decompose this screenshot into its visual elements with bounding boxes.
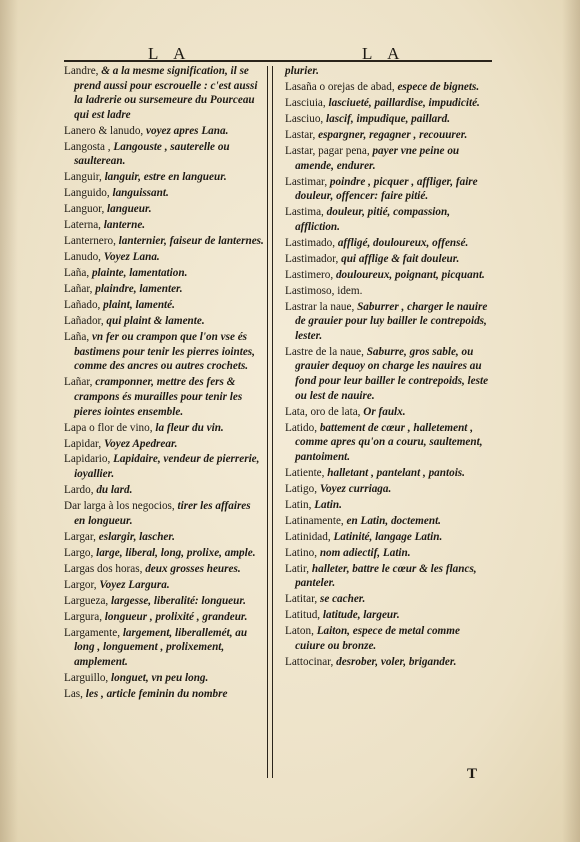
column-divider — [267, 66, 273, 778]
entry-headword: Latiente, — [285, 466, 325, 479]
entry-headword: Latinamente, — [285, 514, 344, 527]
dictionary-entry — [285, 252, 491, 267]
dictionary-entry — [64, 483, 264, 498]
entry-headword: Lasciuia, — [285, 96, 326, 109]
dictionary-entry — [285, 144, 491, 173]
running-head-left: L A — [148, 44, 192, 63]
entry-headword: Langosta , — [64, 140, 111, 153]
entry-definition: Laiton, espece de metal comme cuiure ou bronze. — [295, 625, 460, 652]
entry-headword: Laña, — [64, 331, 90, 344]
dictionary-entry — [285, 482, 491, 497]
entry-headword: Las, — [64, 687, 83, 700]
entry-definition: languissant. — [109, 187, 169, 200]
entry-headword: Lanero & lanudo, — [64, 124, 144, 137]
dictionary-entry — [64, 499, 264, 528]
entry-definition: largement, liberallemét, au long , longuement , prolixement, amplement. — [74, 626, 248, 668]
entry-headword: Lastimador, — [285, 252, 339, 265]
entry-headword: Lanudo, — [64, 251, 101, 264]
dictionary-entry — [64, 546, 264, 561]
entry-definition: la fleur du vin. — [152, 421, 224, 434]
dictionary-entry — [285, 284, 491, 299]
entry-definition: douleur, pitié, compassion, affliction. — [295, 206, 451, 233]
entry-definition: Saburrer , charger le nauire de grauier pour luy bailler le contrepoids, lester. — [295, 300, 488, 342]
entry-headword: Lasciuo, — [285, 112, 324, 125]
entry-definition: langueur. — [104, 203, 152, 216]
entry-headword: Dar larga à los negocios, — [64, 500, 175, 513]
entry-definition: plurier. — [285, 65, 319, 77]
entry-headword: Largueza, — [64, 594, 109, 607]
entry-definition: qui plaint & lamente. — [103, 315, 205, 328]
entry-headword: Lañar, — [64, 283, 93, 296]
entry-definition: Voyez Largura. — [96, 578, 170, 591]
dictionary-entry — [285, 236, 491, 251]
dictionary-entry — [285, 514, 491, 529]
entry-definition: latitude, largeur. — [320, 609, 400, 622]
dictionary-entry — [285, 624, 491, 653]
dictionary-entry — [64, 140, 264, 169]
entry-headword: Languir, — [64, 171, 102, 184]
entry-headword: Largar, — [64, 530, 96, 543]
entry-headword: Lapa o flor de vino, — [64, 421, 153, 434]
entry-definition: longueur , prolixité , grandeur. — [102, 610, 248, 623]
entry-definition: Latinité, langage Latin. — [330, 530, 443, 543]
entry-headword: Laña, — [64, 267, 90, 280]
entry-headword: Latir, — [285, 562, 310, 575]
right-column — [285, 64, 491, 669]
entry-definition: deux grosses heures. — [142, 562, 241, 575]
dictionary-entry — [64, 124, 264, 139]
dictionary-entry — [64, 314, 264, 329]
dictionary-entry — [285, 64, 491, 79]
dictionary-entry — [64, 610, 264, 625]
entry-definition: lanternier, faiseur de lanternes. — [115, 235, 264, 248]
dictionary-entry — [64, 530, 264, 545]
entry-headword: Lañar, — [64, 376, 93, 389]
entry-definition: nom adiectif, Latin. — [317, 546, 411, 559]
entry-headword: Largo, — [64, 546, 94, 559]
entry-headword: Largas dos horas, — [64, 562, 143, 575]
entry-definition: halletant , pantelant , pantois. — [324, 466, 465, 479]
entry-definition: desrober, voler, brigander. — [333, 655, 457, 668]
entry-definition: douloureux, poignant, picquant. — [333, 268, 485, 281]
entry-definition: plainte, lamentation. — [89, 267, 188, 280]
entry-definition: plaint, lamenté. — [100, 299, 175, 312]
entry-headword: Larguillo, — [64, 671, 109, 684]
entry-headword: Lastimado, — [285, 236, 336, 249]
dictionary-entry — [64, 234, 264, 249]
dictionary-entry — [64, 282, 264, 297]
entry-definition: longuet, vn peu long. — [108, 671, 209, 684]
entry-headword: Latitar, — [285, 593, 318, 606]
entry-definition: espargner, regagner , recouurer. — [315, 128, 468, 141]
dictionary-entry — [64, 186, 264, 201]
entry-headword: Languido, — [64, 187, 110, 200]
entry-definition: Voyez Lana. — [100, 251, 160, 264]
dictionary-entry — [285, 205, 491, 234]
entry-definition: tirer les affaires en longueur. — [74, 500, 251, 527]
entry-definition: languir, estre en langueur. — [101, 171, 227, 184]
entry-headword: Latigo, — [285, 482, 318, 495]
entry-definition: affligé, douloureux, offensé. — [335, 236, 469, 249]
dictionary-entry — [64, 298, 264, 313]
running-head-right: L A — [362, 44, 406, 63]
dictionary-entry — [285, 608, 491, 623]
dictionary-entry — [285, 268, 491, 283]
entry-headword: Largor, — [64, 578, 97, 591]
dictionary-entry — [64, 671, 264, 686]
dictionary-entry — [64, 594, 264, 609]
entry-definition: en Latin, doctement. — [343, 514, 441, 527]
entry-definition: & a la mesme signification, il se prend aussi pour escrouelle : c'est aussi la ladrerie ou sursemeure du Pourceau qui est ladre — [74, 65, 258, 121]
left-column — [64, 64, 264, 701]
entry-definition: halleter, battre le cœur & les flancs, panteler. — [295, 562, 477, 590]
entry-headword: Lañado, — [64, 299, 101, 312]
entry-headword: Lanternero, — [64, 235, 116, 248]
dictionary-entry — [64, 578, 264, 593]
entry-headword: Lastar, — [285, 128, 316, 141]
header-rule — [64, 60, 492, 62]
dictionary-entry — [64, 687, 264, 702]
entry-definition: payer vne peine ou amende, endurer. — [295, 144, 460, 172]
entry-headword: Lastima, — [285, 206, 324, 219]
dictionary-entry — [285, 421, 491, 465]
entry-definition: lascif, impudique, paillard. — [323, 112, 451, 125]
entry-headword: Lastimar, — [285, 175, 328, 188]
entry-definition: plaindre, lamenter. — [92, 283, 183, 296]
dictionary-entry — [64, 421, 264, 436]
dictionary-entry — [285, 405, 491, 420]
entry-headword: Largura, — [64, 610, 102, 623]
dictionary-entry — [285, 466, 491, 481]
entry-headword: Lastimero, — [285, 268, 334, 281]
entry-headword: Latino, — [285, 546, 318, 559]
dictionary-entry — [64, 562, 264, 577]
dictionary-entry — [64, 202, 264, 217]
entry-headword: Lattocinar, — [285, 655, 334, 668]
entry-headword: Latitud, — [285, 609, 321, 622]
entry-definition: espece de bignets. — [394, 80, 480, 93]
entry-definition: les , article feminin du nombre — [82, 687, 228, 700]
entry-headword: Lastrar la naue, — [285, 300, 355, 313]
entry-headword: Lastimoso, idem. — [285, 284, 363, 297]
entry-headword: Lata, oro de lata, — [285, 405, 361, 418]
dictionary-entry — [285, 345, 491, 403]
dictionary-entry — [285, 498, 491, 513]
entry-definition: large, liberal, long, prolixe, ample. — [93, 546, 256, 559]
entry-definition: largesse, liberalité: longueur. — [108, 594, 246, 607]
entry-definition: Langouste , sauterelle ou saulterean. — [74, 140, 230, 168]
entry-definition: qui afflige & fait douleur. — [338, 252, 460, 265]
entry-definition: Latin. — [311, 498, 342, 511]
dictionary-entry — [64, 452, 264, 481]
entry-definition: poindre , picquer , affliger, faire douleur, offencer: faire pitié. — [295, 175, 478, 203]
entry-definition: Or faulx. — [360, 405, 406, 418]
dictionary-entry — [64, 64, 264, 122]
entry-headword: Lastre de la naue, — [285, 345, 364, 358]
entry-definition: lanterne. — [100, 219, 146, 232]
entry-definition: du lard. — [93, 484, 133, 497]
entry-headword: Lastar, pagar pena, — [285, 144, 370, 157]
dictionary-entry — [285, 112, 491, 127]
entry-definition: Voyez Apedrear. — [101, 437, 178, 450]
dictionary-entry — [285, 300, 491, 344]
entry-definition: battement de cœur , halletement , comme apres qu'on a couru, saultement, pantoiment. — [295, 421, 483, 463]
dictionary-entry — [285, 96, 491, 111]
entry-headword: Largamente, — [64, 626, 121, 639]
entry-definition: Voyez curriaga. — [317, 482, 392, 495]
entry-definition: cramponner, mettre des fers & crampons és murailles pour tenir les pieres iointes ensemble. — [74, 376, 243, 418]
entry-definition: Saburre, gros sable, ou grauier dequoy on charge les nauires au fond pour leur bailler le contrepoids, leste ou lest de nauire. — [295, 345, 489, 402]
entry-headword: Latinidad, — [285, 530, 331, 543]
entry-headword: Laterna, — [64, 219, 101, 232]
dictionary-entry — [285, 655, 491, 670]
dictionary-entry — [64, 437, 264, 452]
dictionary-entry — [64, 375, 264, 419]
entry-headword: Latin, — [285, 498, 312, 511]
entry-headword: Lardo, — [64, 484, 94, 497]
entry-headword: Lañador, — [64, 315, 104, 328]
dictionary-entry — [64, 626, 264, 670]
entry-definition: se cacher. — [317, 593, 366, 606]
entry-definition: eslargir, lascher. — [95, 530, 175, 543]
dictionary-entry — [285, 530, 491, 545]
page-edge-right — [562, 0, 580, 842]
entry-headword: Landre, — [64, 65, 99, 77]
dictionary-entry — [64, 266, 264, 281]
entry-definition: vn fer ou crampon que l'on vse és bastimens pour tenir les pierres iointes, comme des ancres ou autres crochets. — [74, 331, 255, 373]
dictionary-entry — [64, 250, 264, 265]
dictionary-entry — [285, 562, 491, 591]
page-edge-left — [0, 0, 18, 842]
catchword: T — [467, 766, 478, 782]
entry-definition: voyez apres Lana. — [143, 124, 229, 137]
dictionary-entry — [285, 546, 491, 561]
dictionary-entry — [64, 170, 264, 185]
entry-headword: Latido, — [285, 421, 318, 434]
entry-definition: Lapidaire, vendeur de pierrerie, ioyallier. — [74, 453, 260, 481]
entry-headword: Lapidar, — [64, 437, 102, 450]
dictionary-entry — [64, 330, 264, 374]
entry-headword: Laton, — [285, 625, 314, 638]
dictionary-entry — [285, 128, 491, 143]
dictionary-entry — [285, 80, 491, 95]
entry-headword: Lasaña o orejas de abad, — [285, 80, 395, 93]
dictionary-entry — [285, 592, 491, 607]
entry-definition: lasciueté, paillardise, impudicité. — [325, 96, 480, 109]
dictionary-entry — [285, 175, 491, 204]
dictionary-entry — [64, 218, 264, 233]
entry-headword: Languor, — [64, 203, 105, 216]
entry-headword: Lapidario, — [64, 453, 111, 466]
